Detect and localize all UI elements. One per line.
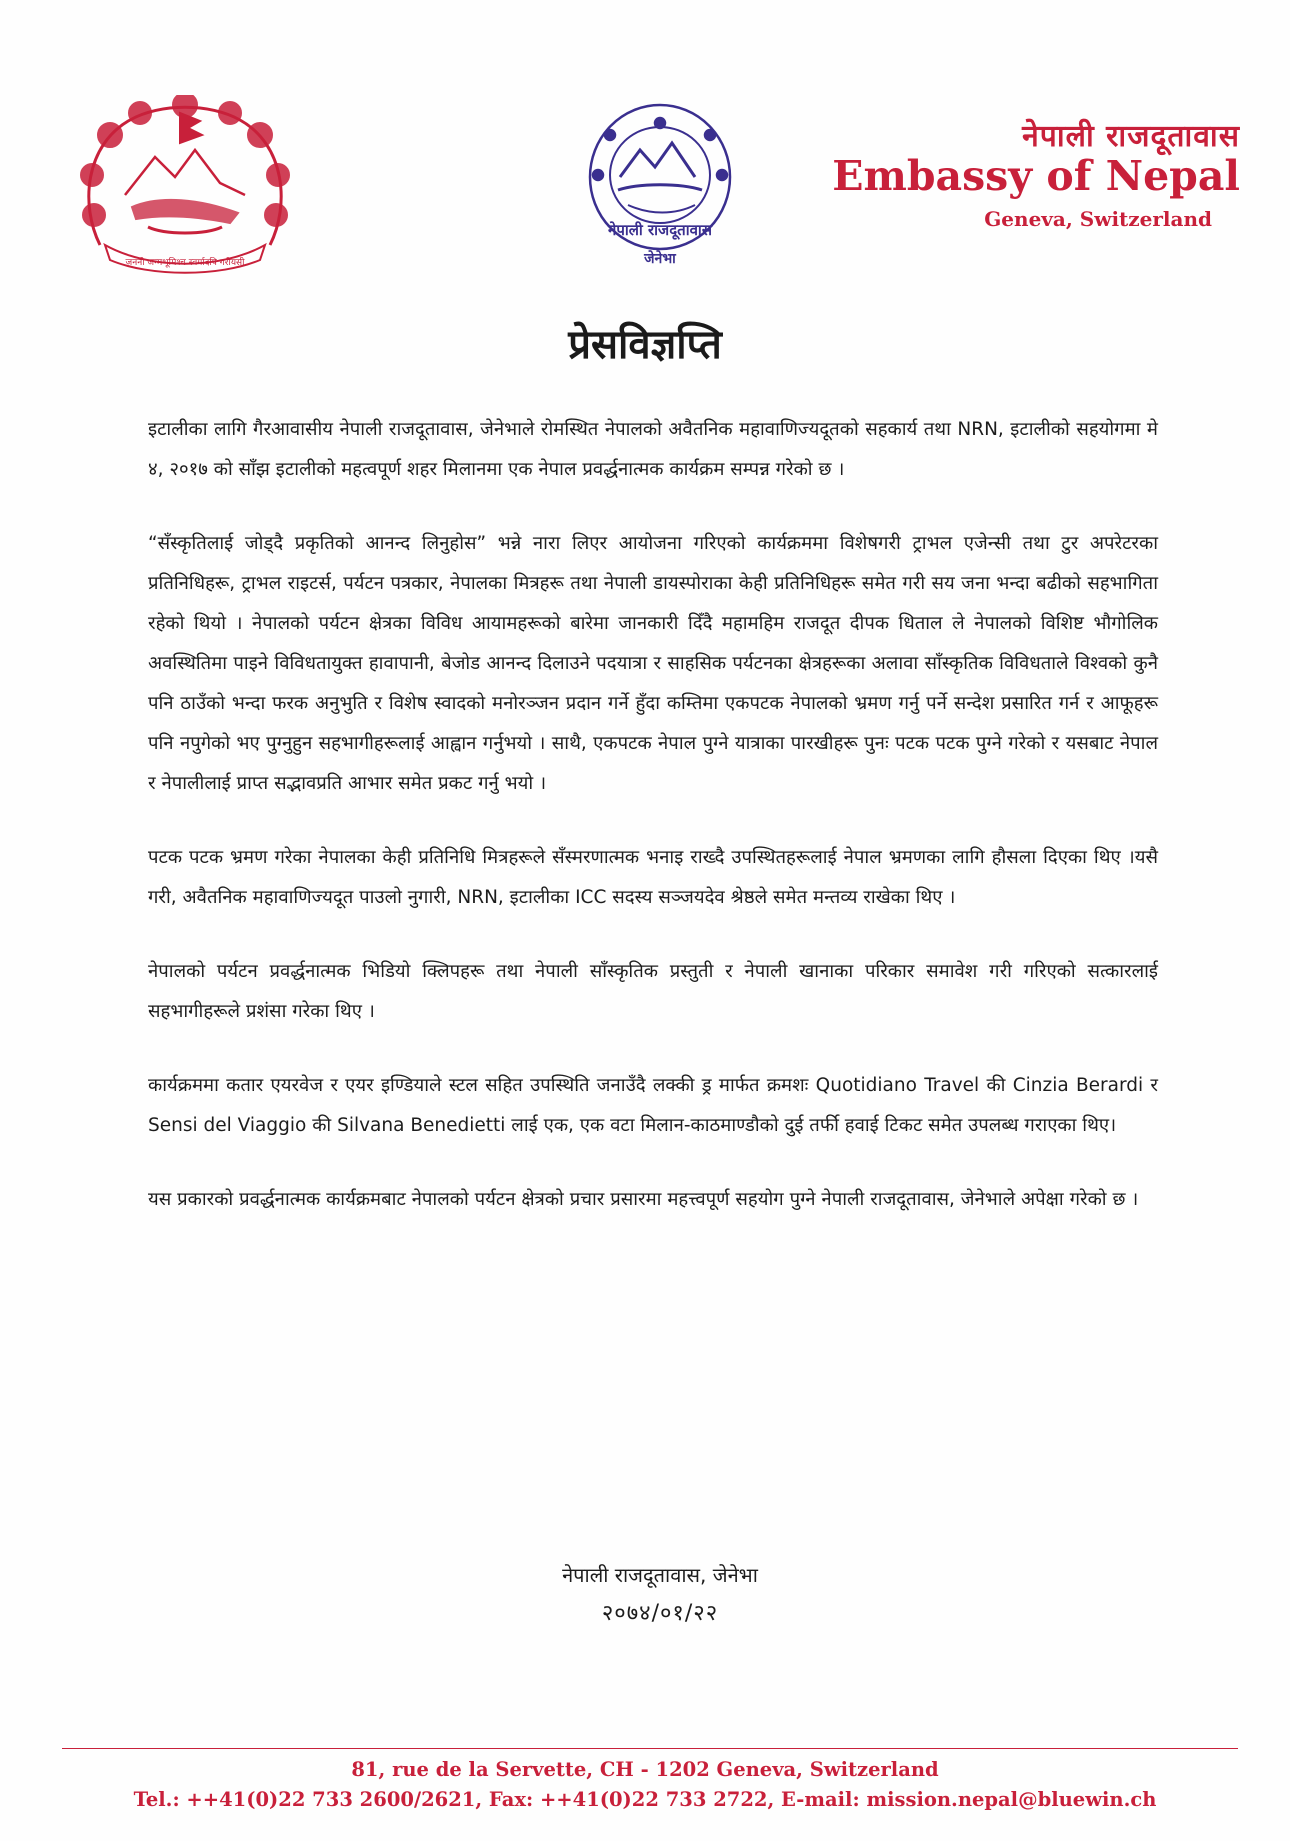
page-title: प्रेसविज्ञप्ति bbox=[568, 322, 722, 368]
footer bbox=[0, 1755, 1290, 1815]
paragraph-1: इटालीका लागि गैरआवासीय नेपाली राजदूतावास, जेनेभाले रोमस्थित नेपालको अवैतनिक महावाणिज्यदूतको सहकार्य तथा NRN, इटालीको सहयोगमा मे ४, २०१७ को साँझ इटालीको महत्वपूर्ण शहर मिलानमा एक नेपाल प्रवर्द्धनात्मक कार्यक्रम सम्पन्न गरेको छ । bbox=[148, 419, 1158, 480]
press-release-body bbox=[148, 410, 1158, 1254]
emblem-motto: जननी जन्मभूमिश्च स्वर्गादपि गरीयसी bbox=[125, 258, 245, 268]
paragraph-3: पटक पटक भ्रमण गरेका नेपालका केही प्रतिनिधि मित्रहरूले सँस्मरणात्मक भनाइ राख्दै उपस्थितहरूलाई नेपाल भ्रमणका लागि हौसला दिएका थिए ।यसै गरी, अवैतनिक महावाणिज्यदूत पाउलो नुगारी, NRN, इटालीका ICC सदस्य सञ्जयदेव श्रेष्ठले समेत मन्तव्य राखेका थिए । bbox=[148, 847, 1158, 908]
paragraph-6: यस प्रकारको प्रवर्द्धनात्मक कार्यक्रमबाट नेपालको पर्यटन क्षेत्रको प्रचार प्रसारमा महत्त्वपूर्ण सहयोग पुग्ने नेपाली राजदूतावास, जेनेभाले अपेक्षा गरेको छ । bbox=[148, 1189, 1139, 1210]
paragraph-4: नेपालको पर्यटन प्रवर्द्धनात्मक भिडियो क्लिपहरू तथा नेपाली साँस्कृतिक प्रस्तुती र नेपाली खानाका परिकार समावेश गरी गरिएको सत्कारलाई सहभागीहरूले प्रशंसा गरेका थिए । bbox=[148, 961, 1158, 1022]
stamp-text-bottom: जेनेभा bbox=[644, 251, 676, 267]
signature-block bbox=[0, 1558, 1290, 1636]
letterhead bbox=[820, 120, 1240, 232]
embassy-name-english: Embassy of Nepal bbox=[832, 152, 1240, 200]
embassy-location: Geneva, Switzerland bbox=[984, 207, 1212, 232]
stamp-text-top: नेपाली राजदूतावास bbox=[608, 221, 712, 239]
embassy-stamp-icon bbox=[580, 95, 740, 270]
paragraph-5: कार्यक्रममा कतार एयरवेज र एयर इण्डियाले स्टल सहित उपस्थिति जनाउँदै लक्की ड्र मार्फत क्रमशः Quotidiano Travel की Cinzia Berardi र Sensi del Viaggio की Silvana Benedietti लाई एक, एक वटा मिलान-काठमाण्डौको दुई तर्फी हवाई टिकट समेत उपलब्ध गराएका थिए। bbox=[148, 1075, 1158, 1136]
footer-address: 81, rue de la Servette, CH - 1202 Geneva, Switzerland bbox=[351, 1758, 939, 1781]
paragraph-2: “सँस्कृतिलाई जोड्दै प्रकृतिको आनन्द लिनुहोस” भन्ने नारा लिएर आयोजना गरिएको कार्यक्रममा विशेषगरी ट्राभल एजेन्सी तथा टुर अपरेटरका प्रतिनिधिहरू, ट्राभल राइटर्स, पर्यटन पत्रकार, नेपालका मित्रहरू तथा नेपाली डायस्पोराका केही प्रतिनिधिहरू समेत गरी सय जना भन्दा बढीको सहभागिता रहेको थियो । नेपालको पर्यटन क्षेत्रका विविध आयामहरूको बारेमा जानकारी दिँदै महामहिम राजदूत दीपक धिताल ले नेपालको विशिष्ट भौगोलिक अवस्थितिमा पाइने विविधतायुक्त हावापानी, बेजोड आनन्द दिलाउने पदयात्रा र साहसिक पर्यटनका क्षेत्रहरूका अलावा साँस्कृतिक विविधताले विश्वको कुनै पनि ठाउँको भन्दा फरक अनुभुति र विशेष स्वादको मनोरञ्जन प्रदान गर्ने हुँदा कम्तिमा एकपटक नेपालको भ्रमण गर्नु पर्ने सन्देश प्रसारित गर्न र आफूहरू पनि नपुगेको भए पुग्नुहुन सहभागीहरूलाई आह्वान गर्नुभयो । साथै, एकपटक नेपाल पुग्ने यात्राका पारखीहरू पुनः पटक पटक पुग्ने गरेको र यसबाट नेपाल र नेपालीलाई प्राप्त सद्भावप्रति आभार समेत प्रकट गर्नु भयो । bbox=[148, 533, 1158, 794]
signatory-name: नेपाली राजदूतावास, जेनेभा bbox=[562, 1563, 758, 1587]
issue-date: २०७४/०१/२२ bbox=[601, 1601, 719, 1626]
footer-contact: Tel.: ++41(0)22 733 2600/2621, Fax: ++41(0)22 733 2722, E-mail: mission.nepal@bluewin.ch bbox=[133, 1788, 1157, 1811]
footer-divider bbox=[62, 1748, 1238, 1749]
embassy-name-nepali: नेपाली राजदूतावास bbox=[1022, 119, 1240, 154]
nepal-coat-of-arms-icon bbox=[70, 95, 300, 277]
